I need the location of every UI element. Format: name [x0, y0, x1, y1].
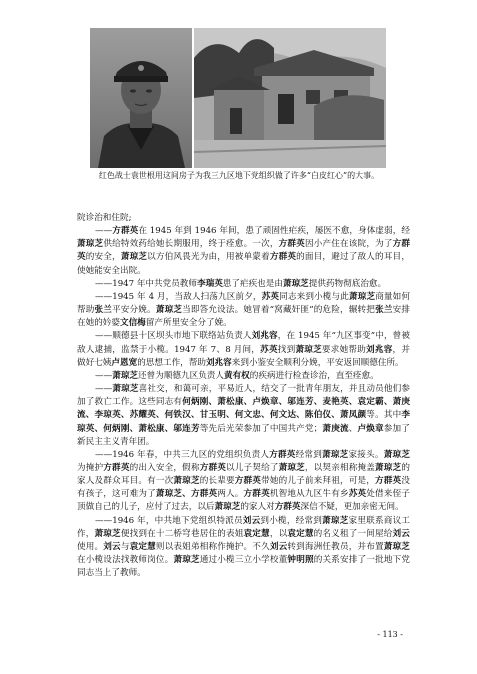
- text-run: 带她的儿子前来拜祖，可是，: [261, 476, 376, 487]
- bold-name: 萧琼芝: [348, 291, 376, 302]
- bold-name: 刘云: [103, 541, 121, 552]
- text-run: 在 1945 年到 1946 年间，患了顽固性疟疾，屡医不愈，身体虚弱，经: [138, 226, 410, 237]
- text-run: 要求她帮助: [321, 344, 367, 355]
- text-run: 与: [120, 541, 130, 552]
- bold-name: 萧琼芝: [214, 502, 241, 513]
- text-run: 家接头。: [348, 449, 384, 460]
- text-run: ，以契亲相称掩盖: [304, 462, 376, 473]
- text-run: 的家人及群众耳目。有一次: [77, 462, 410, 487]
- bold-name: 刘云: [242, 515, 261, 526]
- text-run: ——: [95, 370, 113, 381]
- text-run: 两人。: [217, 489, 244, 500]
- text-run: ，以: [269, 528, 288, 539]
- bold-name: 萧琼芝: [112, 384, 139, 395]
- text-run: 找到: [277, 344, 296, 355]
- paragraph: [77, 225, 410, 278]
- bold-name: 萧琼芝: [322, 449, 349, 460]
- bold-name: 刘兆容: [366, 344, 393, 355]
- page-number: - 113 -: [377, 630, 403, 639]
- bold-name: 文信梅: [119, 318, 146, 329]
- bold-name: 萧琼芝: [375, 462, 402, 473]
- text-run: ——顺德县十区坝头市地下联络站负责人: [95, 331, 252, 342]
- text-run: 使用。: [77, 541, 104, 552]
- text-run: 的名义租了一间屋给: [313, 528, 393, 539]
- text-run: 平安分娩。: [112, 305, 156, 316]
- text-run: 提供药物彻底治愈。: [308, 278, 387, 289]
- text-run: 供给特效药给她长期服用，终于痊愈。一次，: [103, 239, 279, 250]
- bold-name: 苏英: [348, 489, 367, 500]
- bold-name: 李琼英、何炳刚、萧松康、邬连芳: [77, 410, 410, 434]
- text-run: 的出入安全，假称: [129, 462, 200, 473]
- text-run: ，并做好七姨: [77, 344, 410, 368]
- text-run: 安排在她的妗婆: [77, 305, 410, 329]
- bold-name: 萧琼芝: [77, 239, 104, 250]
- text-run: 参加了新民主主义青年团。: [77, 423, 410, 447]
- bold-name: 方群英: [375, 476, 402, 487]
- bold-name: 萧琼芝: [322, 515, 349, 526]
- text-run: 以儿子契给了: [226, 462, 279, 473]
- bold-name: 方群英: [243, 489, 270, 500]
- bold-name: 萧琼芝: [295, 344, 322, 355]
- text-run: ——: [95, 384, 113, 395]
- bold-name: 袁定慧: [287, 528, 314, 539]
- bold-name: 卢焕章: [357, 423, 384, 434]
- text-run: 的安全，: [85, 252, 121, 263]
- bold-name: 萧琼芝: [173, 476, 200, 487]
- house-photo: [194, 28, 386, 168]
- paragraph: [77, 370, 410, 383]
- bold-name: 方群英: [234, 476, 262, 487]
- text-run: 便找到在十二桥穹巷居住的表姐: [120, 528, 244, 539]
- bold-name: 刘兆容: [251, 331, 278, 342]
- text-run: 的关系安排了一批地下党同志当上了教师。: [77, 555, 410, 579]
- text-run: 的长辈要: [199, 476, 235, 487]
- bold-name: 刘云: [269, 541, 288, 552]
- bold-name: 卢恩宽: [111, 357, 138, 368]
- article-body: [77, 212, 410, 580]
- bold-name: 萧琼芝: [155, 305, 183, 316]
- bold-name: 萧琼芝: [278, 462, 305, 473]
- bold-name: 张兰: [375, 305, 393, 316]
- bold-name: 苏英: [260, 344, 278, 355]
- text-run: 在小榄设法找教师岗位。: [77, 555, 174, 566]
- bold-name: 萧琼芝: [383, 449, 410, 460]
- paragraph: [77, 515, 410, 581]
- bold-name: 萧琼芝: [112, 370, 139, 381]
- text-run: 深信不疑，更加亲密无间。: [300, 502, 404, 513]
- bold-name: 方群英: [274, 502, 301, 513]
- text-run: 还曾为顺德九区负责人: [138, 370, 224, 381]
- text-run: 院诊治和住院;: [77, 213, 132, 223]
- bold-name: 方群英: [269, 252, 297, 263]
- text-run: ——1946 年，中共地下党组织特派员: [95, 515, 243, 526]
- bold-name: 萧琼芝: [383, 541, 410, 552]
- bold-name: 苏英: [261, 291, 280, 302]
- photo-caption: 红色战士袁世根用这间房子为我三九区地下党组织做了许多“白皮红心”的大事。: [98, 171, 380, 180]
- text-run: ——: [95, 226, 113, 237]
- bold-name: 萧庚流: [322, 423, 349, 434]
- paragraph: [77, 212, 410, 225]
- text-run: 患了疟疾也是由: [222, 278, 283, 289]
- bold-name: 刘兆容: [205, 357, 232, 368]
- text-run: 的思想工作，帮助: [137, 357, 206, 368]
- bold-name: 李瑞英: [197, 278, 223, 289]
- text-run: 等。其中: [366, 410, 402, 421]
- text-run: ——1947 年中共党员教师: [95, 278, 197, 289]
- bold-name: 萧琼芝: [94, 528, 121, 539]
- bold-name: 萧琼芝、方群英: [155, 489, 218, 500]
- text-run: 机智地从九区牛有乡: [269, 489, 349, 500]
- bold-name: 萧琼芝: [120, 252, 148, 263]
- paragraph: [77, 278, 410, 291]
- text-run: 来到小鉴安全顺利分娩，平安返回顺德住所。: [231, 357, 404, 368]
- bold-name: 方群英: [278, 239, 305, 250]
- bold-name: 方群英: [103, 462, 130, 473]
- text-run: 、: [348, 423, 358, 434]
- bold-name: 袁定慧: [129, 541, 156, 552]
- paragraph: [77, 330, 410, 369]
- text-run: 家里联系商议工作，: [77, 515, 410, 539]
- text-run: 同志来到小榄与此: [279, 291, 349, 302]
- bold-name: 钟明照: [287, 555, 314, 566]
- bold-name: 萧琼芝: [173, 555, 200, 566]
- bold-name: 方群英: [112, 226, 139, 237]
- bold-name: 刘云: [392, 528, 410, 539]
- bold-name: 黄有权: [223, 370, 250, 381]
- text-run: ——1946 年春，中共三九区的党组织负责人: [95, 449, 270, 460]
- text-run: 经常到: [295, 449, 323, 460]
- text-run: 没有孩子，这可难为了: [77, 476, 410, 500]
- bold-name: 萧琼芝: [282, 278, 309, 289]
- text-run: 当即答允设法。她冒着“窝藏奸匪”的危险，辗转把: [182, 305, 376, 316]
- paragraph: [77, 383, 410, 449]
- bold-name: 方群英: [77, 239, 410, 263]
- text-run: 为掩护: [77, 462, 104, 473]
- text-run: 留产所里安全分了娩。: [145, 318, 232, 329]
- text-run: 的家人对: [240, 502, 275, 513]
- text-run: 处借来侄子顶做自己的儿子，应付了过去，以后: [77, 489, 410, 513]
- text-run: ——1945 年 4 月，当敌人扫荡九区前夕，: [95, 291, 262, 302]
- text-run: 以方伯风畏光为由，用被单蒙着: [147, 252, 270, 263]
- text-run: 因小产住在该院，为了: [304, 239, 393, 250]
- text-run: 到小榄，经常到: [260, 515, 323, 526]
- bold-name: 何炳刚、萧松康、卢焕章、邬连芳、麦艳英、袁定霸、萧庚流、李琼英、苏耀英、何铁汉、甘玉明、何文忠、何文达、陈伯仪、萧凤颜: [77, 397, 410, 421]
- text-run: 等先后光荣参加了中国共产党；: [199, 423, 323, 434]
- text-run: 喜社交，和蔼可亲，平易近人，结交了一批青年朋友，并且动员他们参加了救亡工作。这些同志有: [77, 384, 410, 408]
- bold-name: 张兰: [94, 305, 113, 316]
- portrait-photo: [90, 28, 192, 168]
- text-run: 的疾病进行检查诊治，直至痊愈。: [249, 370, 379, 381]
- bold-name: 方群英: [199, 462, 227, 473]
- text-run: ，在 1945 年“九区事变”中，曾被敌人逮捕，监禁于小榄。1947 年 7、8 月间，: [77, 331, 410, 355]
- bold-name: 袁定慧: [243, 528, 270, 539]
- bold-name: 方群英: [269, 449, 296, 460]
- text-run: 转到海洲任教员，并布置: [287, 541, 384, 552]
- text-run: 则以表姐弟相称作掩护。不久: [155, 541, 270, 552]
- text-run: 通过小榄三立小学校董: [199, 555, 288, 566]
- paragraph: [77, 449, 410, 515]
- paragraph: [77, 291, 410, 330]
- text-run: 的面目，避过了敌人的耳目，使她能安全出院。: [77, 252, 410, 276]
- text-run: 商量如何帮助: [77, 291, 410, 316]
